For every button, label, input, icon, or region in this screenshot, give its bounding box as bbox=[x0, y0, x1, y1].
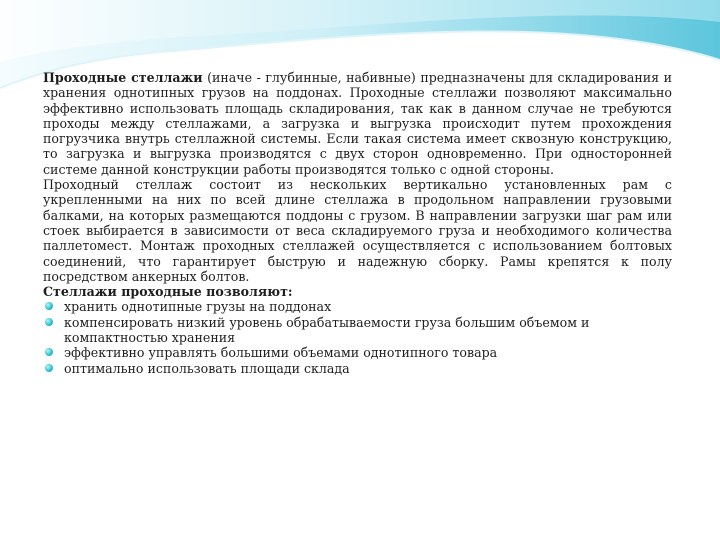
intro-text: (иначе - глубинные, набивные) предназначены для складирования и хранения однотипных грузов на поддонах. Проходные стеллажи позволяют максимально эффективно использовать площадь складирования, так как в данном случае не требуются проходы между стеллажами, а загрузка и выгрузка происходит путем прохождения погрузчика внутрь стеллажной системы. Если такая система имеет сквозную конструкцию, то загрузка и выгрузка производятся с двух сторон одновременно. При односторонней системе данной конструкции работы производятся только с одной стороны. bbox=[43, 70, 672, 177]
bullet-dot-icon bbox=[45, 364, 53, 372]
list-item-text: хранить однотипные грузы на поддонах bbox=[64, 299, 332, 315]
list-item-text: компенсировать низкий уровень обрабатываемости груза большим объемом и компактностью хранения bbox=[64, 314, 590, 346]
bullet-dot-icon bbox=[45, 348, 53, 356]
list-item-text: оптимально использовать площади склада bbox=[64, 360, 350, 376]
list-item-text: эффективно управлять большими объемами однотипного товара bbox=[64, 345, 498, 361]
paragraph-construction: Проходный стеллаж состоит из нескольких вертикально установленных рам с укрепленными на них по всей длине стеллажа в продольном направлении грузовыми балками, на которых размещаются поддоны с грузом. В направлении загрузки шаг рам или стоек выбирается в зависимости от веса складируемого груза и необходимого количества паллетомест. Монтаж проходных стеллажей осуществляется с использованием болтовых соединений, что гарантирует быструю и надежную сборку. Рамы крепятся к полу посредством анкерных болтов. bbox=[43, 177, 672, 284]
bullet-dot-icon bbox=[45, 318, 53, 326]
list-item bbox=[43, 299, 672, 314]
paragraph-intro bbox=[43, 70, 672, 177]
advantages-list bbox=[43, 299, 672, 375]
advantages-heading: Стеллажи проходные позволяют: bbox=[43, 284, 293, 300]
bullet-dot-icon bbox=[45, 302, 53, 310]
list-item bbox=[43, 361, 672, 376]
intro-bold-lead: Проходные стеллажи bbox=[43, 70, 203, 85]
list-item bbox=[43, 315, 672, 346]
list-item bbox=[43, 345, 672, 360]
slide-content bbox=[43, 70, 672, 376]
